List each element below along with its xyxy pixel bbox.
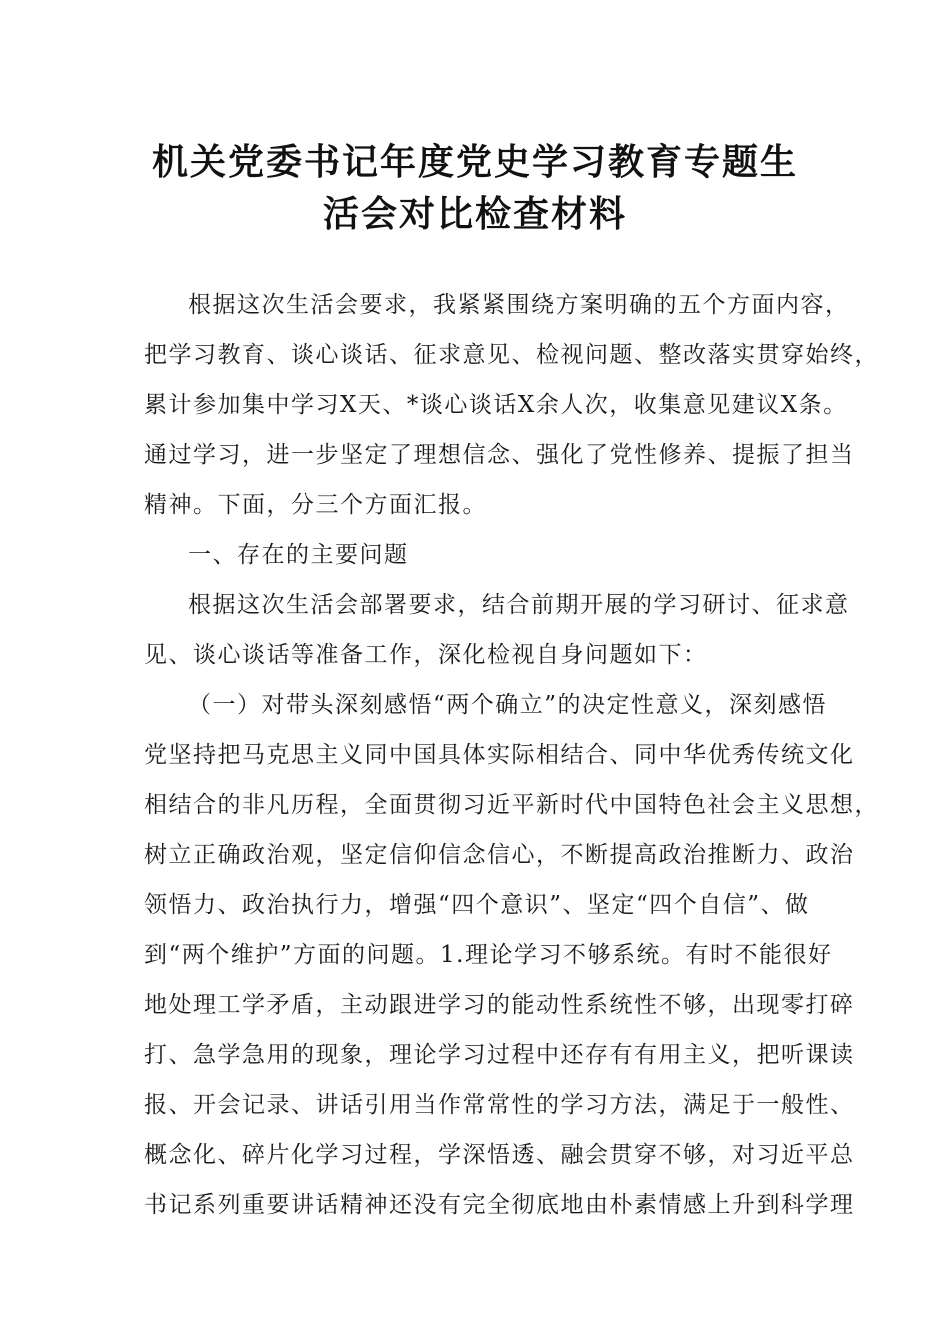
body-line: 通过学习，进一步坚定了理想信念、强化了党性修养、提振了担当 [144,442,855,468]
body-line: 树立正确政治观，坚定信仰信念信心，不断提高政治推断力、政治 [144,842,855,868]
document-title-line-1: 机关党委书记年度党史学习教育专题生 [151,142,798,183]
body-line: 打、急学急用的现象，理论学习过程中还存有有用主义，把听课读 [144,1042,855,1068]
body-line: 把学习教育、谈心谈话、征求意见、检视问题、整改落实贯穿始终， [144,342,879,368]
body-line: 地处理工学矛盾，主动跟进学习的能动性系统性不够，出现零打碎 [144,992,855,1018]
body-line: 党坚持把马克思主义同中国具体实际相结合、同中华优秀传统文化 [144,742,855,768]
document-title-line-2: 活会对比检查材料 [322,194,627,235]
body-line: 见、谈心谈话等准备工作，深化检视自身问题如下： [144,642,708,668]
body-line: 概念化、碎片化学习过程，学深悟透、融会贯穿不够，对习近平总 [144,1142,855,1168]
body-line: 书记系列重要讲话精神还没有完全彻底地由朴素情感上升到科学理 [144,1192,855,1218]
body-line: 到“两个维护”方面的问题。1.理论学习不够系统。有时不能很好 [144,942,833,968]
body-line: 报、开会记录、讲话引用当作常常性的学习方法，满足于一般性、 [144,1092,855,1118]
body-line: 根据这次生活会部署要求，结合前期开展的学习研讨、征求意 [188,592,850,618]
body-line: 相结合的非凡历程，全面贯彻习近平新时代中国特色社会主义思想， [144,792,879,818]
body-line: 领悟力、政治执行力，增强“四个意识”、坚定“四个自信”、做 [144,892,810,918]
body-line: 累计参加集中学习X天、*谈心谈话X余人次，收集意见建议X条。 [144,392,848,418]
body-line: （一）对带头深刻感悟“两个确立”的决定性意义，深刻感悟 [188,692,828,718]
body-line: 精神。下面，分三个方面汇报。 [144,492,487,518]
section-heading: 一、存在的主要问题 [188,542,409,568]
body-line: 根据这次生活会要求，我紧紧围绕方案明确的五个方面内容， [188,292,850,318]
